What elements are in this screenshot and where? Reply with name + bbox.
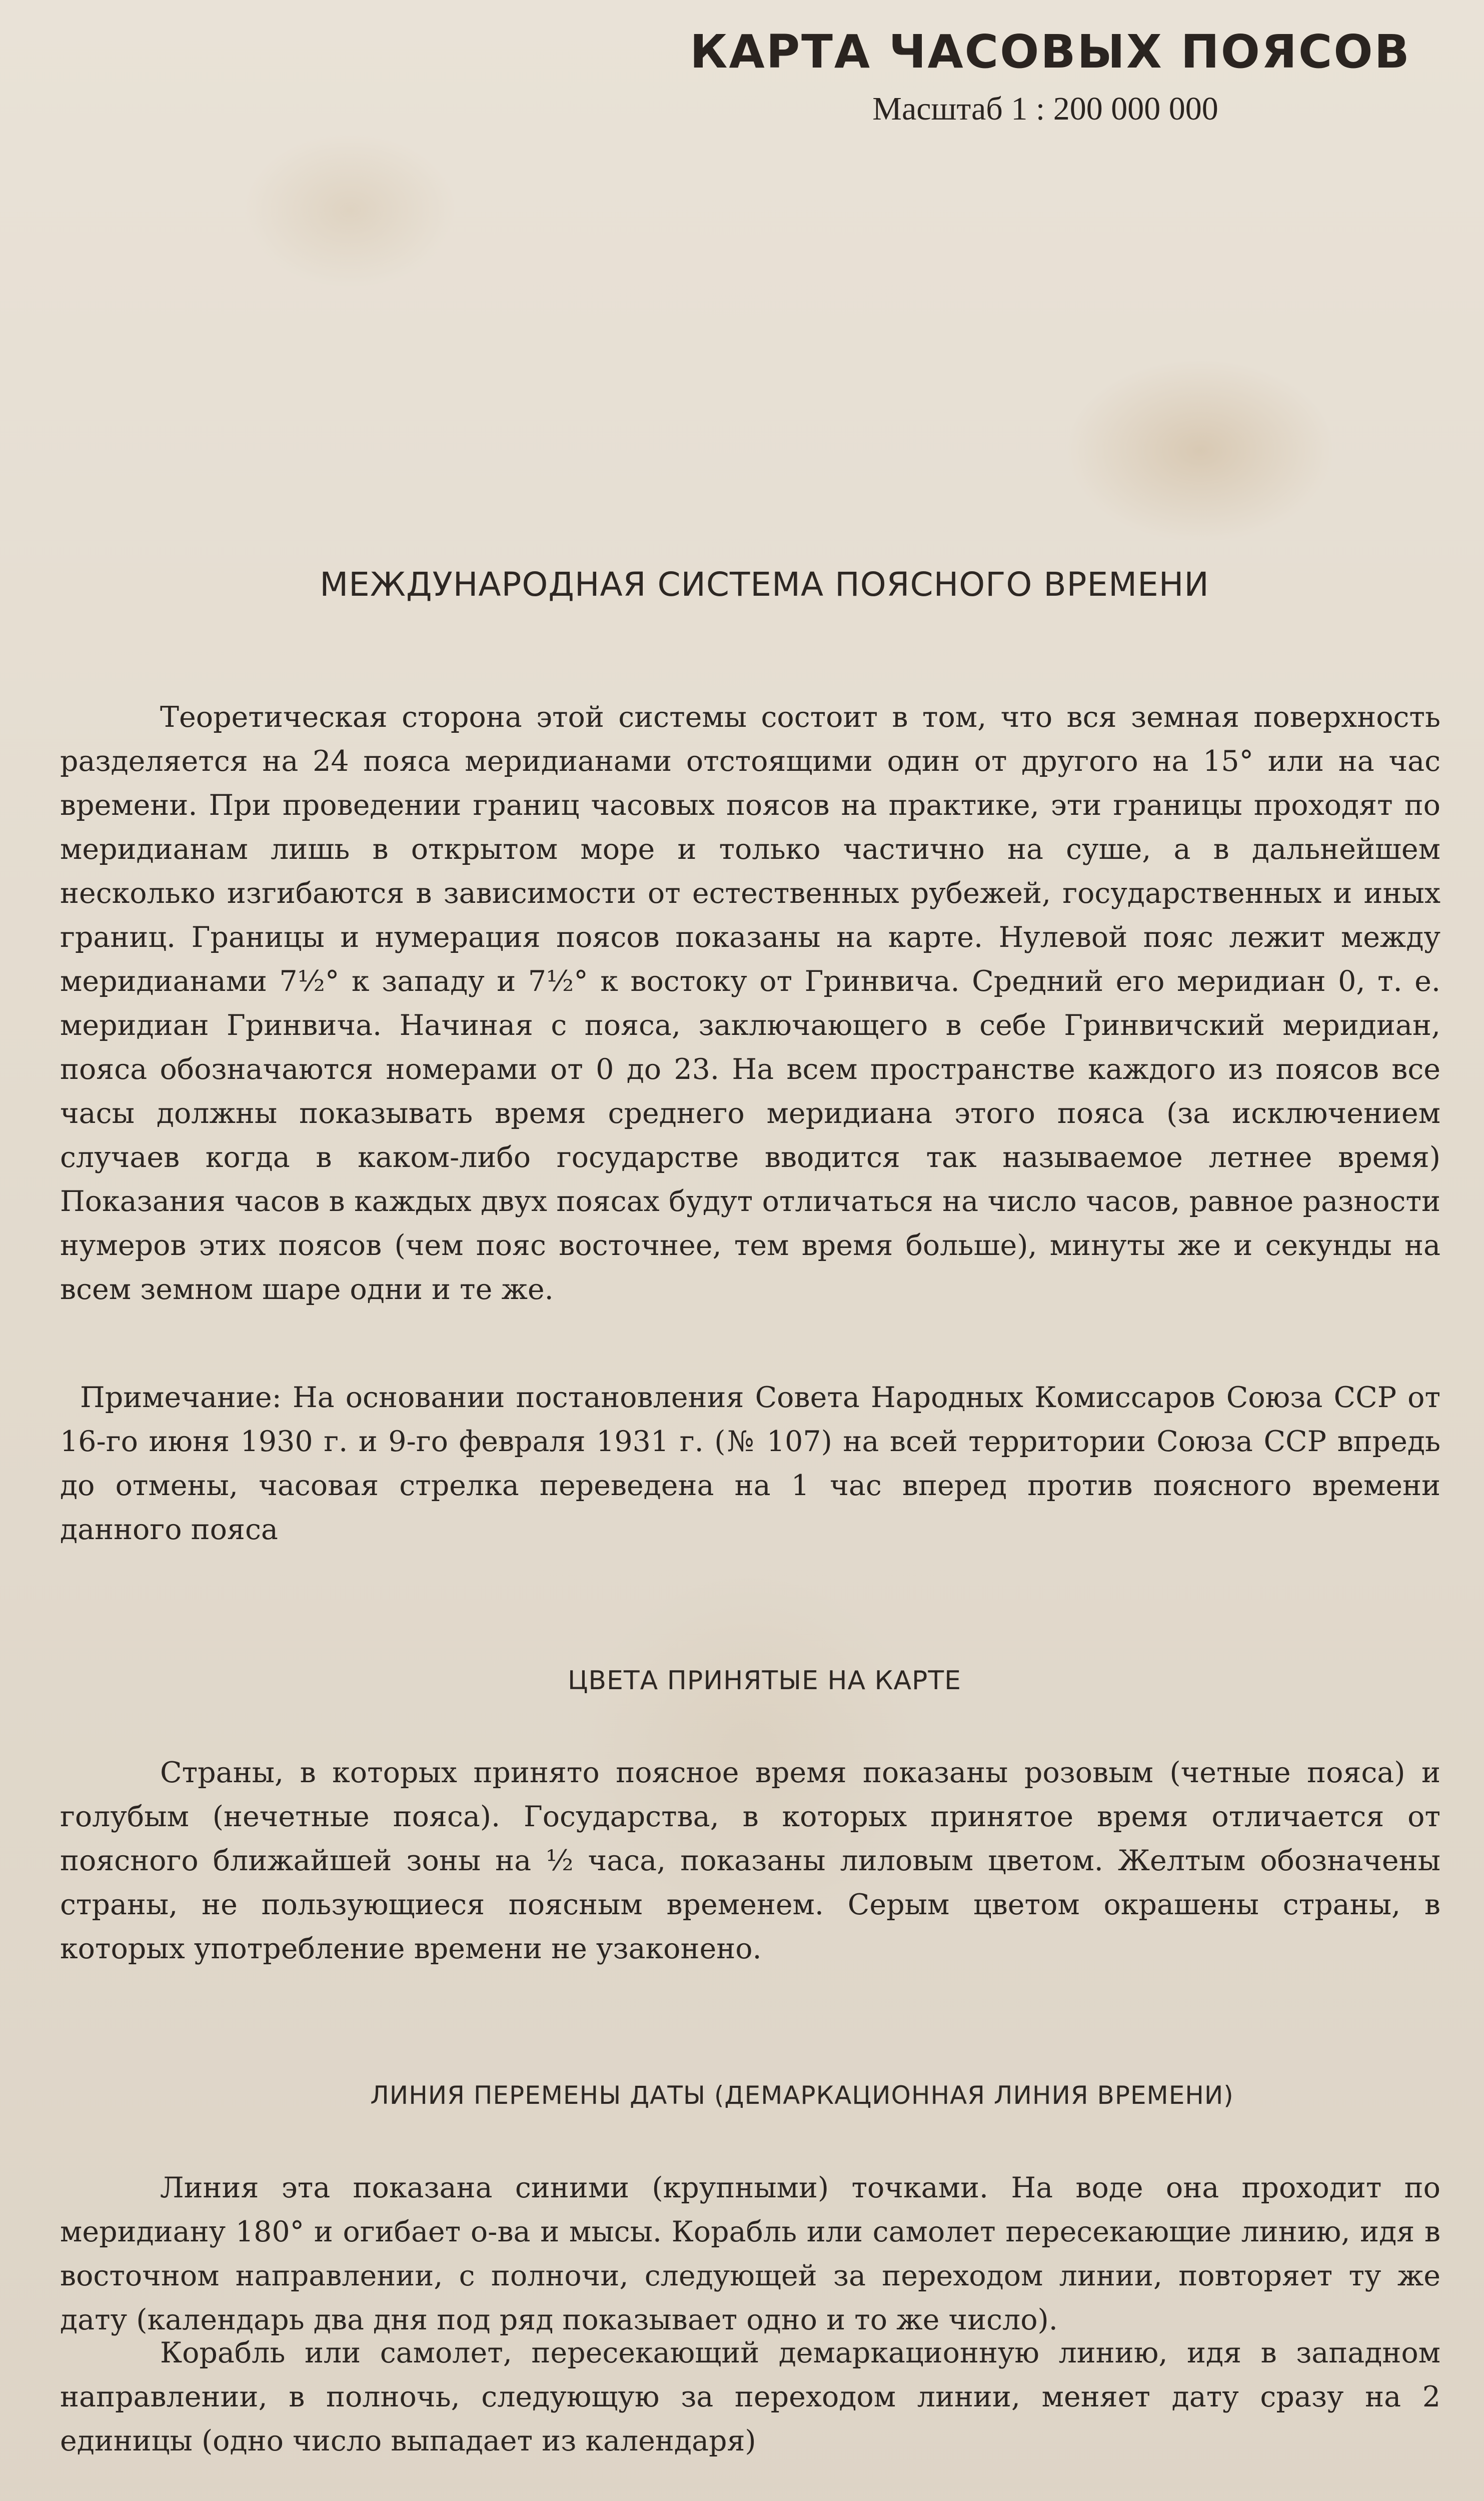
section-heading-date-line: ЛИНИЯ ПЕРЕМЕНЫ ДАТЫ (ДЕМАРКАЦИОННАЯ ЛИНИЯ ВРЕМЕНИ) (370, 2081, 1234, 2110)
section-heading-international-system: МЕЖДУНАРОДНАЯ СИСТЕМА ПОЯСНОГО ВРЕМЕНИ (320, 565, 1209, 604)
paragraph-map-colors: Страны, в которых принято поясное время показаны розовым (четные пояса) и голубым (нечетные пояса). Государства, в которых принятое время отличается от поясного ближайшей зоны на ½ часа, показаны лиловым цветом. Желтым обозначены страны, не пользующиеся поясным временем. Серым цветом окрашены страны, в которых употребление времени не узаконено. (60, 1756, 1440, 1965)
page-title: КАРТА ЧАСОВЫХ ПОЯСОВ (690, 25, 1411, 79)
paragraph-date-line-east: Линия эта показана синими (крупными) точками. На воде она проходит по меридиану 180° и огибает о-ва и мысы. Корабль или самолет пересекающие линию, идя в восточном направлении, с полночи, следующей за переходом линии, повторяет ту же дату (календарь два дня под ряд показывает одно и то же число). (60, 2171, 1440, 2336)
paragraph-date-line-west: Корабль или самолет, пересекающий демаркационную линию, идя в западном направлении, в полночь, следующую за переходом линии, меняет дату сразу на 2 единицы (одно число выпадает из календаря) (60, 2336, 1440, 2457)
map-scale: Масштаб 1 : 200 000 000 (872, 91, 1218, 127)
paragraph-international-system: Теоретическая сторона этой системы состоит в том, что вся земная поверхность разделяется на 24 пояса меридианами отстоящими один от другого на 15° или на час времени. При проведении границ часовых поясов на практике, эти границы проходят по меридианам лишь в открытом море и только частично на суше, а в дальнейшем несколько изгибаются в зависимости от естественных рубежей, государственных и иных границ. Границы и нумерация поясов показаны на карте. Нулевой пояс лежит между меридианами 7½° к западу и 7½° к востоку от Гринвича. Средний его меридиан 0, т. е. меридиан Гринвича. Начиная с пояса, заключающего в себе Гринвичский меридиан, пояса обозначаются номерами от 0 до 23. На всем пространстве каждого из поясов все часы должны показывать время среднего меридиана этого пояса (за исключением случаев когда в каком-либо государстве вводится так называемое летнее время) Показания часов в каждых двух поясах будут отличаться на число часов, равное разности нумеров этих поясов (чем пояс восточнее, тем время больше), минуты же и секунды на всем земном шаре одни и те же. (60, 701, 1440, 1306)
section-heading-map-colors: ЦВЕТА ПРИНЯТЫЕ НА КАРТЕ (567, 1666, 962, 1696)
paragraph-note: Примечание: На основании постановления Совета Народных Комиссаров Союза ССР от 16-го июня 1930 г. и 9-го февраля 1931 г. (№ 107) на всей территории Союза ССР впредь до отмены, часовая стрелка переведена на 1 час вперед против поясного времени данного пояса (60, 1381, 1440, 1546)
